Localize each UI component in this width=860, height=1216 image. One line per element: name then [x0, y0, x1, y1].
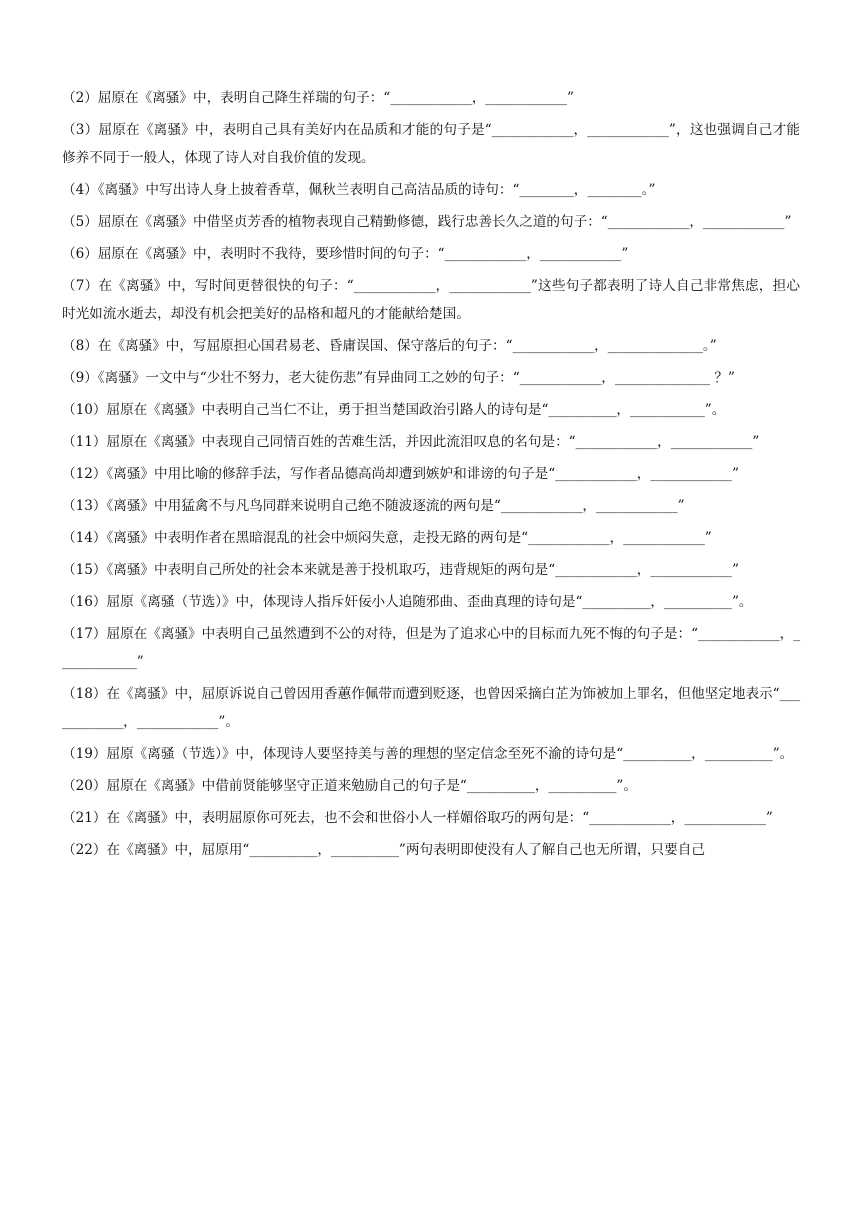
question-3: （3）屈原在《离骚》中，表明自己具有美好内在品质和才能的句子是“____________，____________”，这也强调自己才能修养不同于一般人，体现了诗人对自我价值的发现。 [62, 122, 800, 166]
question-9: （9）《离骚》一文中与“少壮不努力，老大徒伤悲”有异曲同工之妙的句子：“____________，______________ ？” [62, 370, 735, 386]
question-4: （4）《离骚》中写出诗人身上披着香草，佩秋兰表明自己高洁品质的诗句：“________，________。” [62, 182, 656, 198]
question-12: （12）《离骚》中用比喻的修辞手法，写作者品德高尚却遭到嫉妒和诽谤的句子是“____________，____________” [62, 466, 739, 482]
question-10: （10）屈原在《离骚》中表明自己当仁不让，勇于担当楚国政治引路人的诗句是“__________，___________”。 [62, 402, 726, 418]
question-20: （20）屈原在《离骚》中借前贤能够坚守正道来勉励自己的句子是“__________，__________”。 [62, 778, 637, 794]
question-16: （16）屈原《离骚（节选）》中，体现诗人指斥奸佞小人追随邪曲、歪曲真理的诗句是“__________，__________”。 [62, 594, 753, 610]
question-6: （6）屈原在《离骚》中，表明时不我待，要珍惜时间的句子：“____________，____________” [62, 246, 629, 262]
question-8: （8）在《离骚》中，写屈原担心国君易老、昏庸误国、保守落后的句子：“____________，______________。” [62, 338, 717, 354]
question-5: （5）屈原在《离骚》中借坚贞芳香的植物表现自己精勤修德，践行忠善长久之道的句子：“____________，____________” [62, 214, 792, 230]
question-11: （11）屈原在《离骚》中表现自己同情百姓的苦难生活，并因此流泪叹息的名句是：“____________，____________” [62, 434, 760, 450]
question-18: （18）在《离骚》中，屈原诉说自己曾因用香蕙作佩带而遭到贬逐，也曾因采摘白芷为饰被加上罪名，但他坚定地表示“____________，____________”。 [62, 686, 800, 730]
question-14: （14）《离骚》中表明作者在黑暗混乱的社会中烦闷失意，走投无路的两句是“____________，____________” [62, 530, 712, 546]
question-17: （17）屈原在《离骚》中表明自己虽然遭到不公的对待，但是为了追求心中的目标而九死不悔的句子是：“____________，____________” [62, 626, 800, 670]
question-19: （19）屈原《离骚（节选）》中，体现诗人要坚持美与善的理想的坚定信念至死不渝的诗句是“__________，__________”。 [62, 746, 794, 762]
question-13: （13）《离骚》中用猛禽不与凡鸟同群来说明自己绝不随波逐流的两句是“____________，____________” [62, 498, 685, 514]
question-2: （2）屈原在《离骚》中，表明自己降生祥瑞的句子：“____________，____________” [62, 90, 574, 106]
question-15: （15）《离骚》中表明自己所处的社会本来就是善于投机取巧，违背规矩的两句是“____________，____________” [62, 562, 739, 578]
question-7: （7）在《离骚》中，写时间更替很快的句子：“____________，____________”这些句子都表明了诗人自己非常焦虑，担心时光如流水逝去，却没有机会把美好的品格和超凡的才能献给楚国。 [62, 278, 800, 322]
question-21: （21）在《离骚》中，表明屈原你可死去，也不会和世俗小人一样媚俗取巧的两句是：“____________，____________” [62, 810, 773, 826]
question-22: （22）在《离骚》中，屈原用“__________，__________”两句表明即使没有人了解自己也无所谓，只要自己 [62, 842, 705, 858]
